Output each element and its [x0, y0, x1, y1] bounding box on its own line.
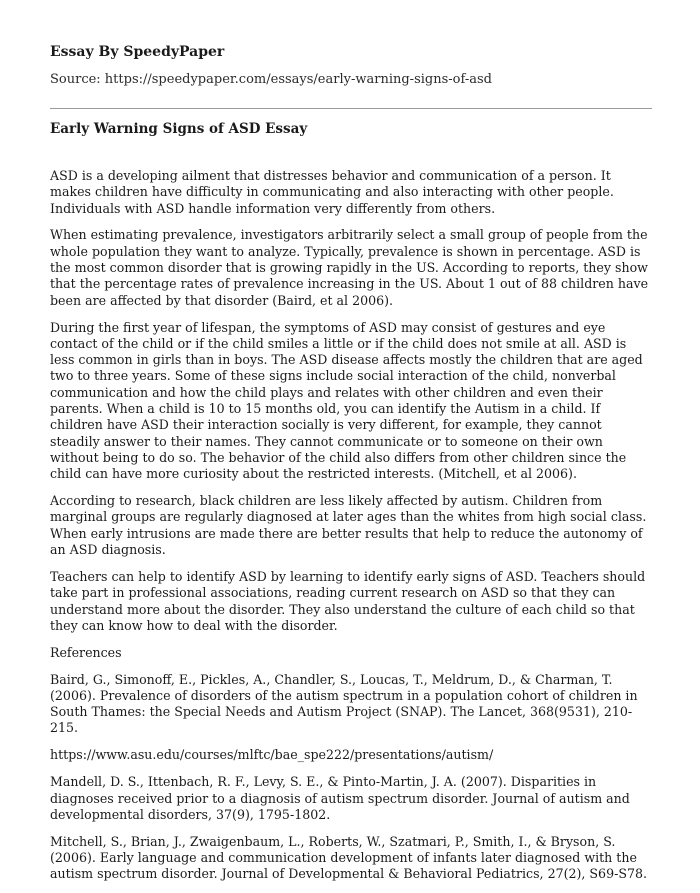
paragraph-intro: ASD is a developing ailment that distresses behavior and communication of a person. It makes children have difficulty in communicating and also interacting with other people. Individuals with ASD handle information very differently from others. [50, 168, 614, 216]
paragraph-prevalence: When estimating prevalence, investigators arbitrarily select a small group of people from the whole population they want to analyze. Typically, prevalence is shown in percentage. ASD is the most common disorder that is growing rapidly in the US. According to reports, they show that the percentage rates of prevalence increasing in the US. About 1 out of 88 children have been are affected by that disorder (Baird, et al 2006). [50, 227, 649, 308]
reference-item: Mitchell, S., Brian, J., Zwaigenbaum, L., Roberts, W., Szatmari, P., Smith, I., & Bryson, S. (2006). Early language and communication development of infants later diagnosed with the autism spectrum disorder. Journal of Developmental & Behavioral Pediatrics, 27(2), S69-S78. [50, 833, 647, 882]
document-header [50, 42, 652, 89]
reference-item: https://www.asu.edu/courses/mlftc/bae_spe222/presentations/autism/ [50, 747, 494, 763]
header-divider [50, 108, 652, 109]
references-heading: References [50, 644, 122, 660]
essay-body [50, 168, 652, 893]
paragraph-research: According to research, black children are less likely affected by autism. Children from marginal groups are regularly diagnosed at later ages than the whites from high social class. When early intrusions are made there are better results that help to reduce the autonomy of an ASD diagnosis. [50, 493, 647, 558]
source-line: Source: https://speedypaper.com/essays/early-warning-signs-of-asd [50, 72, 492, 87]
publisher-title: Essay By SpeedyPaper [50, 44, 225, 60]
reference-item: Baird, G., Simonoff, E., Pickles, A., Chandler, S., Loucas, T., Meldrum, D., & Charman, T. (2006). Prevalence of disorders of the autism spectrum in a population cohort of children in South Thames: the Special Needs and Autism Project (SNAP). The Lancet, 368(9531), 210-215. [50, 671, 638, 736]
paragraph-symptoms: During the first year of lifespan, the symptoms of ASD may consist of gestures and eye contact of the child or if the child smiles a little or if the child does not smile at all. ASD is less common in girls than in boys. The ASD disease affects mostly the children that are aged two to three years. Some of these signs include social interaction of the child, nonverbal communication and how the child plays and relates with other children and even their parents. When a child is 10 to 15 months old, you can identify the Autism in a child. If children have ASD their interaction socially is very different, for example, they cannot steadily answer to their names. They cannot communicate or to someone on their own without being to do so. The behavior of the child also differs from other children since the child can have more curiosity about the restricted interests. (Mitchell, et al 2006). [50, 319, 643, 482]
paragraph-teachers: Teachers can help to identify ASD by learning to identify early signs of ASD. Teachers should take part in professional associations, reading current research on ASD so that they can understand more about the disorder. They also understand the culture of each child so that they can know how to deal with the disorder. [50, 568, 646, 633]
reference-item: Mandell, D. S., Ittenbach, R. F., Levy, S. E., & Pinto-Martin, J. A. (2007). Disparities in diagnoses received prior to a diagnosis of autism spectrum disorder. Journal of autism and developmental disorders, 37(9), 1795-1802. [50, 774, 630, 822]
essay-title: Early Warning Signs of ASD Essay [50, 121, 308, 137]
